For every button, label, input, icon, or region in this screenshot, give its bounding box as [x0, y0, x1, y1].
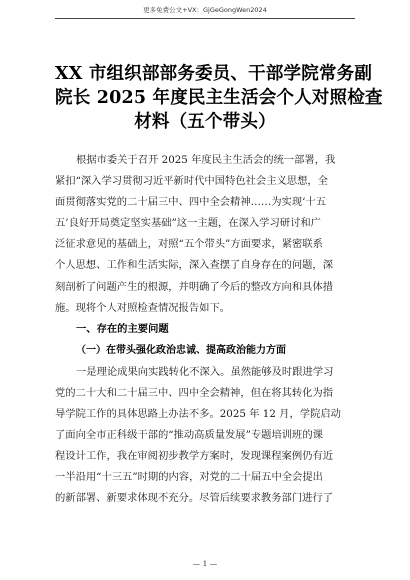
text-line: 泛征求意见的基础上，对照“五个带头”方面要求，紧密联系	[55, 238, 323, 251]
text-line: 个人思想、工作和生活实际，深入查摆了自身存在的问题，深	[55, 259, 334, 272]
document-title	[55, 62, 383, 134]
text-line: 根据市委关于召开 2025 年度民主生活会的统一部署，我	[76, 154, 336, 166]
text-line: 一是理论成果向实践转化不深入。虽然能够及时跟进学习	[76, 365, 334, 378]
text-line: 施。现将个人对照检查情况报告如下。	[55, 301, 231, 314]
text-line: 刻剖析了问题产生的根源，并明确了今后的整改方向和具体措	[55, 280, 334, 293]
section-paragraph	[55, 362, 355, 510]
section-heading: 一、存在的主要问题	[76, 322, 169, 335]
title-line: 院长 2025 年度民主生活会个人对照检查	[55, 88, 383, 108]
text-line: 党的二十大和二十届三中、四中全会精神，但在将其转化为指	[55, 386, 334, 399]
header-note: 更多免费公文+VX：GjGeGongWen2024	[143, 6, 267, 14]
header-divider	[55, 18, 355, 19]
text-line: 一半沿用“十三五”时期的内容，对党的二十届五中全会提出	[55, 471, 323, 484]
title-line: XX 市组织部部务委员、干部学院常务副	[55, 64, 373, 84]
text-line: 程设计工作，我在审阅初步教学方案时，发现课程案例仍有近	[55, 450, 334, 463]
subsection-heading: （一）在带头强化政治忠诚、提高政治能力方面	[76, 345, 286, 357]
document-body	[55, 150, 355, 509]
text-line: 面贯彻落实党的二十届三中、四中全会精神……为实现‘十五	[55, 196, 326, 209]
text-line: 紧扣“深入学习贯彻习近平新时代中国特色社会主义思想，全	[55, 175, 328, 188]
text-line: 五’良好开局奠定坚实基础”这一主题，在深入学习研讨和广	[55, 217, 321, 230]
page-number: — 1 —	[192, 559, 218, 568]
text-line: 了面向全市正科级干部的“推动高质量发展”专题培训班的课	[55, 429, 323, 442]
intro-paragraph	[55, 150, 355, 319]
text-line: 导学院工作的具体思路上办法不多。2025 年 12 月，学院启动	[55, 407, 341, 420]
title-line: 材料（五个带头）	[134, 112, 276, 132]
text-line: 的新部署、新要求体现不充分。尽管后续要求教务部门进行了	[55, 492, 334, 505]
